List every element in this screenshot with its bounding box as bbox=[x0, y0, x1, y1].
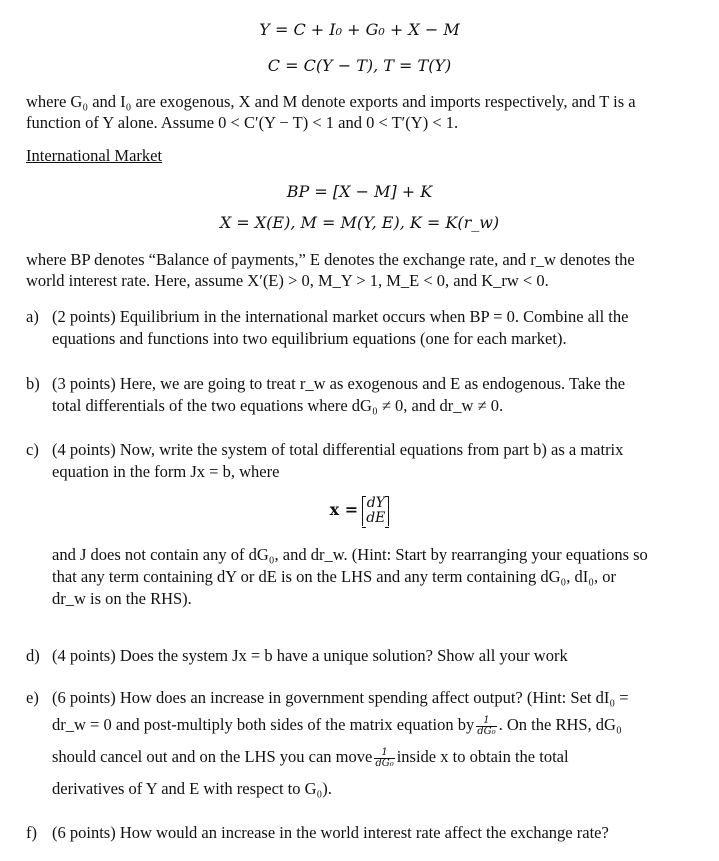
question-c-continued bbox=[26, 544, 698, 610]
question-f-line-1: (6 points) How would an increase in the world interest rate affect the exchange rate? bbox=[52, 823, 609, 842]
fraction-denominator: dG₀ bbox=[477, 725, 496, 737]
question-e-line-3b: inside x to obtain the total bbox=[396, 747, 569, 766]
question-e-line-2b: . On the RHS, dG₀ bbox=[498, 715, 622, 734]
x-vector-lhs: x = bbox=[329, 499, 359, 519]
x-vector-bracket bbox=[362, 496, 389, 526]
x-vector-top: dY bbox=[366, 495, 385, 511]
question-c bbox=[26, 439, 698, 483]
question-e-line-2a: dr_w = 0 and post-multiply both sides of the matrix equation by bbox=[52, 715, 475, 734]
question-e-line-2 bbox=[52, 709, 698, 741]
x-vector-bottom: dE bbox=[366, 510, 386, 526]
fraction-denominator: dG₀ bbox=[375, 757, 394, 769]
intro-line-2: function of Y alone. Assume 0 < C′(Y − T) < 1 and 0 < T′(Y) < 1. bbox=[26, 113, 459, 132]
question-c-line-5: dr_w is on the RHS). bbox=[52, 589, 192, 608]
question-d-line-1: (4 points) Does the system Jx = b have a unique solution? Show all your work bbox=[52, 646, 568, 665]
question-c-line-4: that any term containing dY or dE is on the LHS and any term containing dG₀, dI₀, or bbox=[52, 567, 616, 586]
bp-line-1: where BP denotes “Balance of payments,” E denotes the exchange rate, and r_w denotes the bbox=[26, 250, 635, 269]
consumption-tax-equation: C = C(Y − T), T = T(Y) bbox=[267, 56, 452, 75]
question-e-line-1: (6 points) How does an increase in government spending affect output? (Hint: Set dI₀ = bbox=[52, 688, 629, 707]
bp-definition-paragraph bbox=[26, 249, 698, 291]
question-b-label: b) bbox=[26, 374, 40, 393]
fraction-numerator: 1 bbox=[476, 716, 496, 727]
fraction-numerator: 1 bbox=[374, 748, 394, 759]
question-c-line-2: equation in the form Jx = b, where bbox=[52, 462, 280, 481]
question-e-line-3 bbox=[52, 741, 698, 773]
question-a-label: a) bbox=[26, 307, 39, 326]
question-f bbox=[26, 822, 698, 844]
question-a bbox=[26, 306, 698, 350]
question-c-label: c) bbox=[26, 440, 39, 459]
intro-paragraph bbox=[26, 91, 698, 133]
question-c-line-3: and J does not contain any of dG₀, and dr_w. (Hint: Start by rearranging your equations so bbox=[52, 545, 648, 564]
question-e bbox=[26, 687, 698, 805]
fraction-one-over-dg0-b bbox=[374, 748, 394, 769]
balance-of-payments-equation: BP = [X − M] + K bbox=[286, 182, 433, 201]
fraction-one-over-dg0-a bbox=[476, 716, 496, 737]
question-d bbox=[26, 645, 698, 667]
question-a-line-1: (2 points) Equilibrium in the international market occurs when BP = 0. Combine all the bbox=[52, 307, 629, 326]
question-e-line-3a: should cancel out and on the LHS you can move bbox=[52, 747, 373, 766]
question-e-line-4: derivatives of Y and E with respect to G₀). bbox=[52, 779, 332, 798]
income-identity-equation: Y = C + I₀ + G₀ + X − M bbox=[259, 20, 460, 39]
intro-line-1: where G₀ and I₀ are exogenous, X and M denote exports and imports respectively, and T is a bbox=[26, 92, 636, 111]
question-c-line-1: (4 points) Now, write the system of total differential equations from part b) as a matrix bbox=[52, 440, 624, 459]
question-d-label: d) bbox=[26, 646, 40, 665]
question-b bbox=[26, 373, 698, 417]
question-b-line-1: (3 points) Here, we are going to treat r_w as exogenous and E as endogenous. Take the bbox=[52, 374, 626, 393]
bp-line-2: world interest rate. Here, assume X′(E) > 0, M_Y > 1, M_E < 0, and K_rw < 0. bbox=[26, 271, 549, 290]
question-a-line-2: equations and functions into two equilibrium equations (one for each market). bbox=[52, 329, 567, 348]
question-b-line-2: total differentials of the two equations where dG₀ ≠ 0, and dr_w ≠ 0. bbox=[52, 396, 504, 415]
question-e-label: e) bbox=[26, 688, 39, 707]
question-f-label: f) bbox=[26, 823, 37, 842]
trade-functions-equation: X = X(E), M = M(Y, E), K = K(r_w) bbox=[219, 213, 500, 232]
x-vector-definition bbox=[0, 496, 719, 526]
international-market-heading: International Market bbox=[26, 146, 163, 165]
